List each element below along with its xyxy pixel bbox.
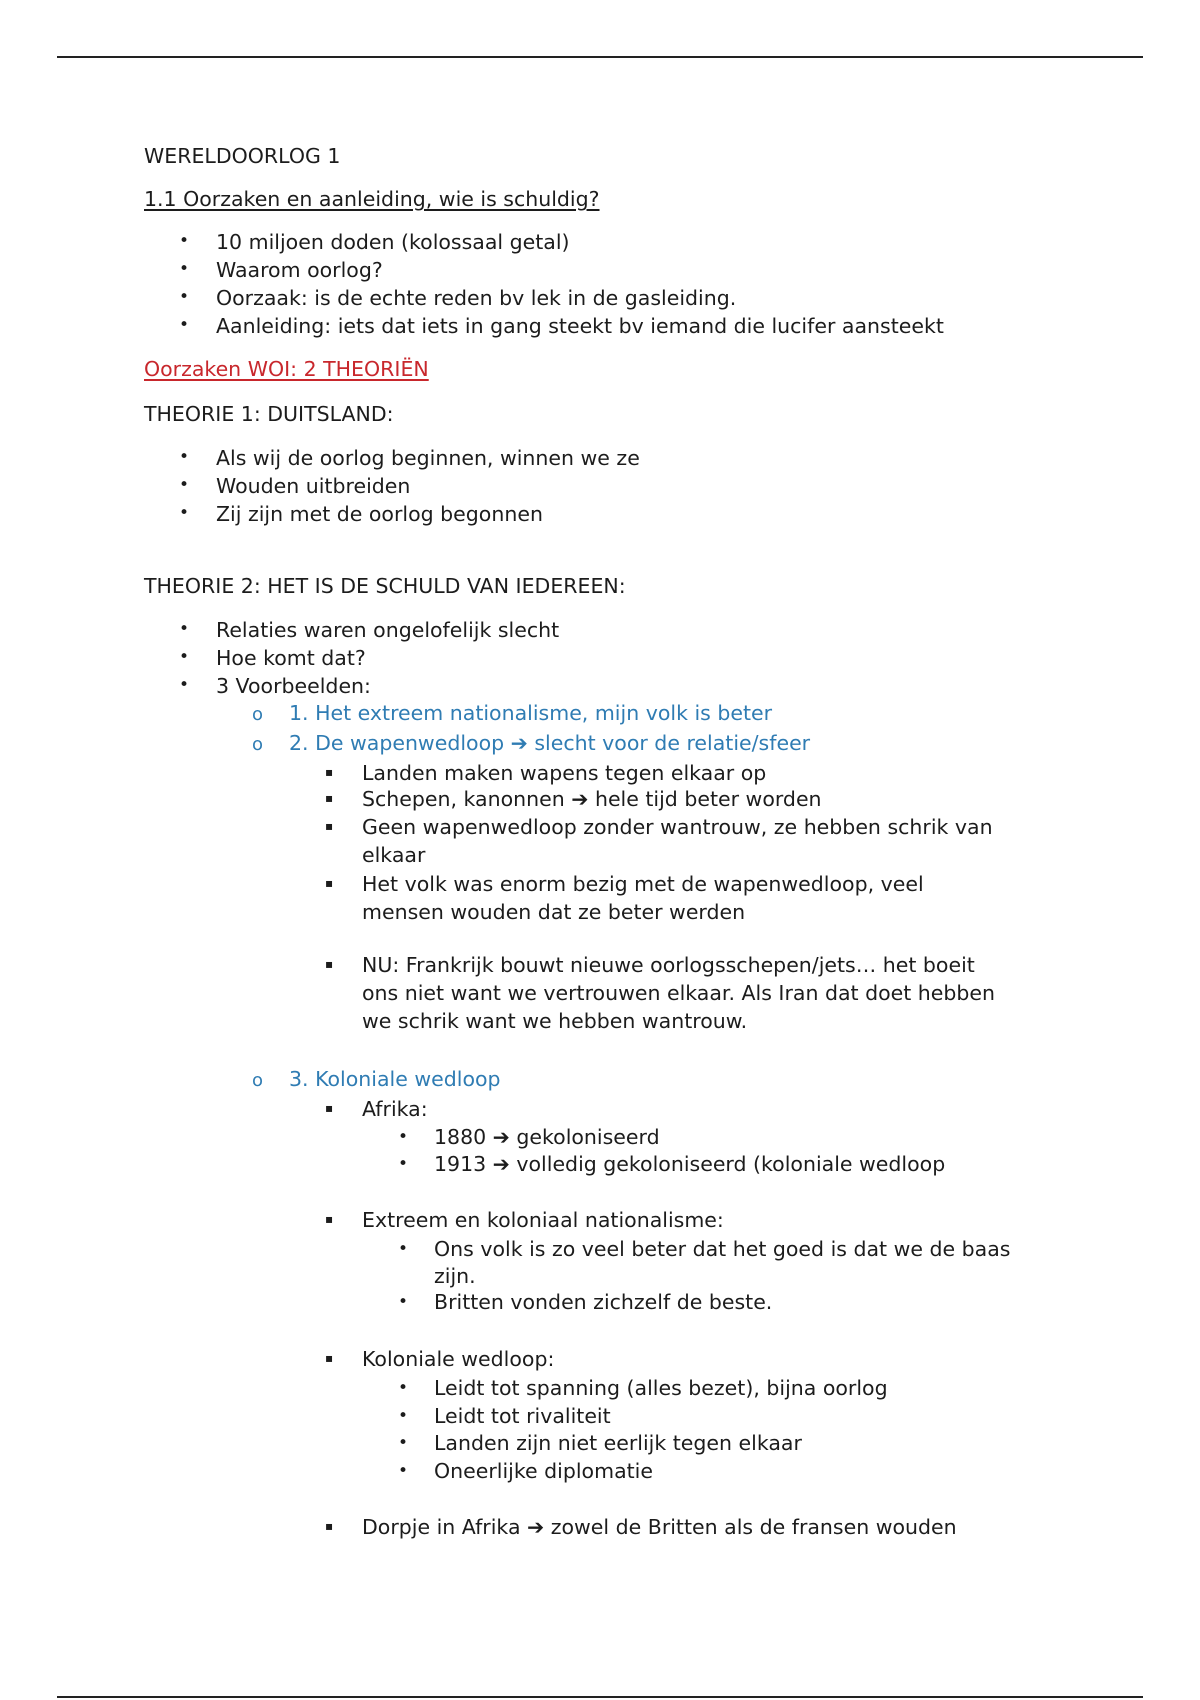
footer-rule	[57, 1696, 1143, 1698]
bullet-icon: •	[179, 647, 190, 667]
list-item: Het volk was enorm bezig met de wapenwedloop, veel	[362, 872, 924, 896]
list-item: Zij zijn met de oorlog begonnen	[216, 502, 543, 526]
bullet-icon: •	[398, 1292, 409, 1312]
circle-bullet-icon: o	[252, 734, 264, 755]
bullet-icon: •	[179, 447, 190, 467]
bullet-icon: •	[398, 1154, 409, 1174]
list-item: Schepen, kanonnen ➔ hele tijd beter worden	[362, 787, 822, 811]
list-item: Relaties waren ongelofelijk slecht	[216, 618, 560, 642]
bullet-icon: •	[398, 1433, 409, 1453]
list-item: NU: Frankrijk bouwt nieuwe oorlogsschepen/jets… het boeit	[362, 953, 975, 977]
list-item: Hoe komt dat?	[216, 646, 366, 670]
example-3: 3. Koloniale wedloop	[289, 1067, 501, 1091]
bullet-icon: •	[179, 503, 190, 523]
bullet-icon: •	[398, 1406, 409, 1426]
list-item-cont: mensen wouden dat ze beter werden	[362, 900, 746, 924]
list-item-cont: elkaar	[362, 843, 426, 867]
list-item: Landen maken wapens tegen elkaar op	[362, 761, 767, 785]
bullet-icon: •	[179, 675, 190, 695]
list-item: 10 miljoen doden (kolossaal getal)	[216, 230, 570, 254]
example-1: 1. Het extreem nationalisme, mijn volk is beter	[289, 701, 773, 725]
square-bullet-icon: ▪	[325, 876, 334, 890]
bullet-icon: •	[179, 231, 190, 251]
list-item: Dorpje in Afrika ➔ zowel de Britten als de fransen wouden	[362, 1515, 957, 1539]
bullet-icon: •	[179, 475, 190, 495]
square-bullet-icon: ▪	[325, 1351, 334, 1365]
list-item: Afrika:	[362, 1097, 428, 1121]
list-item: Britten vonden zichzelf de beste.	[434, 1290, 773, 1314]
list-item-cont: ons niet want we vertrouwen elkaar. Als Iran dat doet hebben	[362, 981, 996, 1005]
list-item: Ons volk is zo veel beter dat het goed is dat we de baas	[434, 1237, 1011, 1261]
theory2-heading: THEORIE 2: HET IS DE SCHULD VAN IEDEREEN:	[144, 574, 626, 598]
example-2: 2. De wapenwedloop ➔ slecht voor de relatie/sfeer	[289, 731, 811, 755]
list-item: 3 Voorbeelden:	[216, 674, 371, 698]
list-item: Wouden uitbreiden	[216, 474, 411, 498]
list-item: Waarom oorlog?	[216, 258, 383, 282]
page-title: WERELDOORLOG 1	[144, 144, 341, 168]
circle-bullet-icon: o	[252, 1070, 264, 1091]
section-heading: 1.1 Oorzaken en aanleiding, wie is schuldig?	[144, 187, 600, 211]
square-bullet-icon: ▪	[325, 819, 334, 833]
list-item: Oorzaak: is de echte reden bv lek in de gasleiding.	[216, 286, 737, 310]
bullet-icon: •	[179, 315, 190, 335]
square-bullet-icon: ▪	[325, 1101, 334, 1115]
bullet-icon: •	[179, 259, 190, 279]
bullet-icon: •	[398, 1239, 409, 1259]
arrow-icon: ➔	[510, 731, 528, 755]
list-item: Landen zijn niet eerlijk tegen elkaar	[434, 1431, 802, 1455]
square-bullet-icon: ▪	[325, 1212, 334, 1226]
bullet-icon: •	[398, 1127, 409, 1147]
list-item: Geen wapenwedloop zonder wantrouw, ze hebben schrik van	[362, 815, 993, 839]
bullet-icon: •	[179, 287, 190, 307]
list-item: Koloniale wedloop:	[362, 1347, 555, 1371]
square-bullet-icon: ▪	[325, 957, 334, 971]
list-item: Leidt tot rivaliteit	[434, 1404, 611, 1428]
list-item: Als wij de oorlog beginnen, winnen we ze	[216, 446, 640, 470]
list-item: 1913 ➔ volledig gekoloniseerd (koloniale wedloop	[434, 1152, 946, 1176]
bullet-icon: •	[398, 1461, 409, 1481]
list-item: Leidt tot spanning (alles bezet), bijna oorlog	[434, 1376, 888, 1400]
square-bullet-icon: ▪	[325, 1519, 334, 1533]
causes-heading: Oorzaken WOI: 2 THEORIËN	[144, 357, 429, 381]
header-rule	[57, 56, 1143, 58]
theory1-heading: THEORIE 1: DUITSLAND:	[144, 402, 394, 426]
list-item: Extreem en koloniaal nationalisme:	[362, 1208, 724, 1232]
list-item: Oneerlijke diplomatie	[434, 1459, 653, 1483]
square-bullet-icon: ▪	[325, 765, 334, 779]
list-item: 1880 ➔ gekoloniseerd	[434, 1125, 660, 1149]
list-item-cont: zijn.	[434, 1264, 476, 1288]
circle-bullet-icon: o	[252, 704, 264, 725]
square-bullet-icon: ▪	[325, 791, 334, 805]
bullet-icon: •	[398, 1378, 409, 1398]
bullet-icon: •	[179, 619, 190, 639]
list-item: Aanleiding: iets dat iets in gang steekt bv iemand die lucifer aansteekt	[216, 314, 944, 338]
list-item-cont: we schrik want we hebben wantrouw.	[362, 1009, 748, 1033]
